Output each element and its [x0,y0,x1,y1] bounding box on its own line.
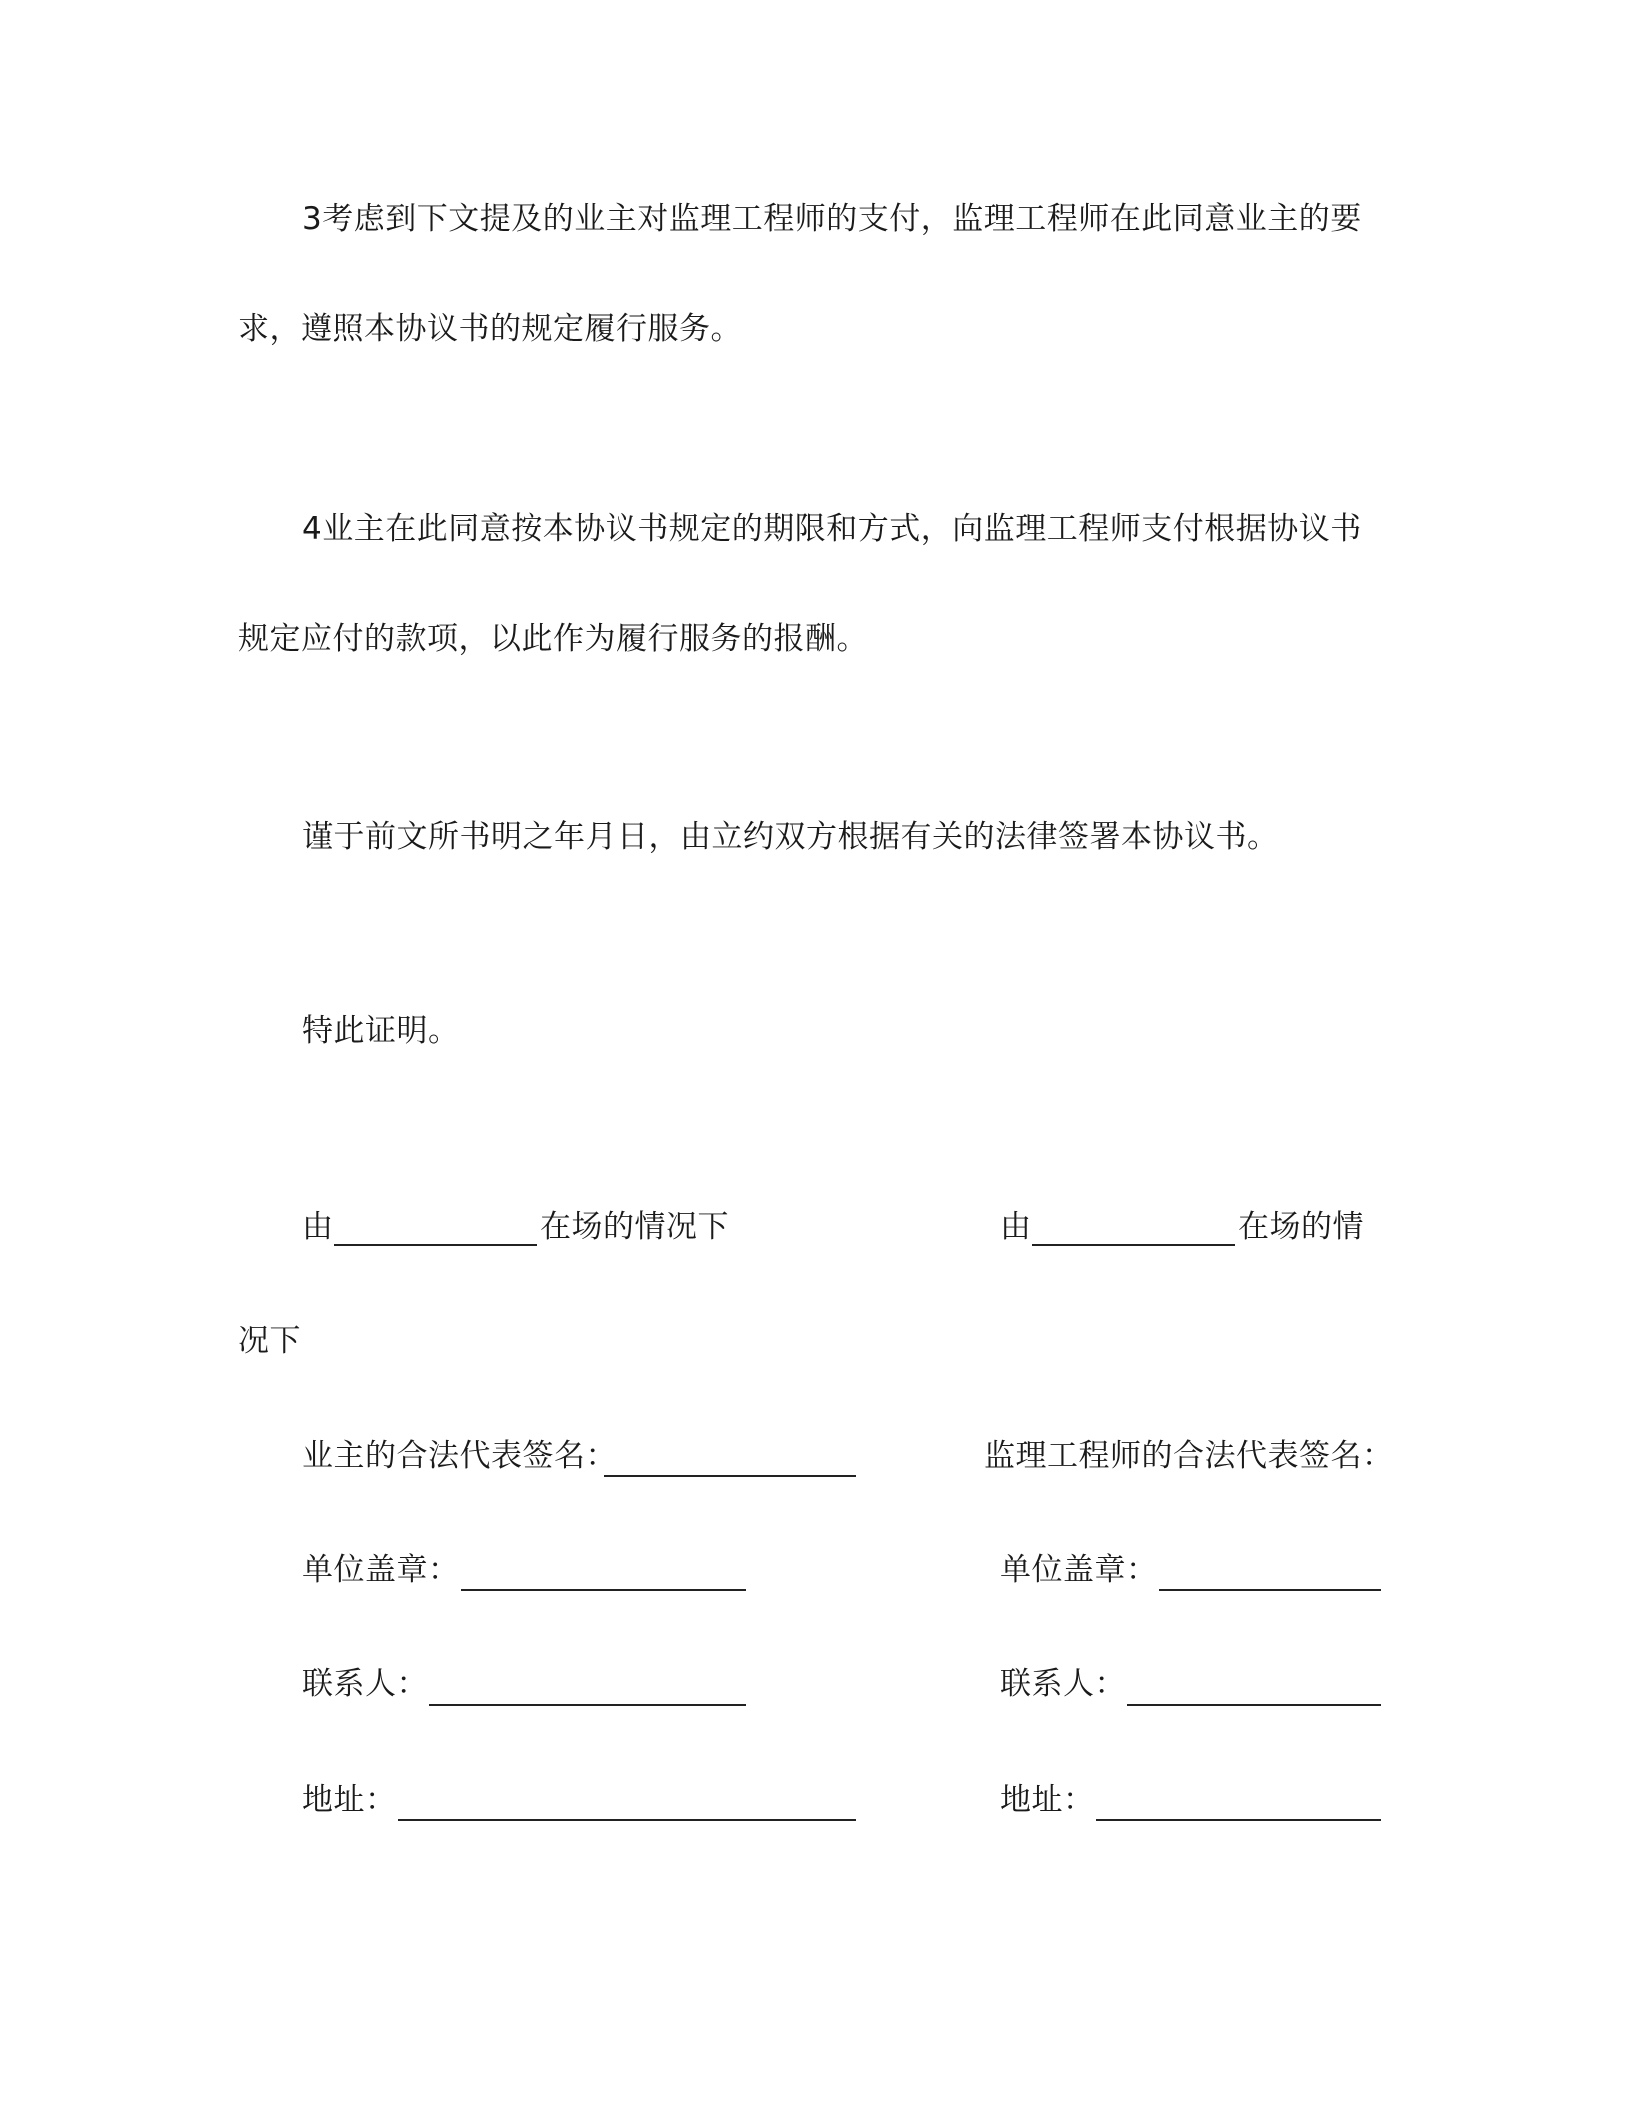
owner-seal-label: 单位盖章： [302,1552,460,1588]
owner-contact-label: 联系人： [302,1666,428,1702]
paragraph-4-line-2: 规定应付的款项，以此作为履行服务的报酬。 [238,621,868,657]
owner-rep-signature-blank[interactable] [604,1475,856,1477]
presence-left-prefix: 由 [302,1209,334,1245]
engineer-seal-blank[interactable] [1159,1589,1381,1591]
presence-right-prefix: 由 [1000,1209,1032,1245]
paragraph-3-line-1: 3考虑到下文提及的业主对监理工程师的支付，监理工程师在此同意业主的要 [302,201,1362,237]
owner-seal-blank[interactable] [461,1589,746,1591]
engineer-rep-label: 监理工程师的合法代表签名： [984,1438,1394,1474]
presence-right-wrap: 况下 [238,1323,301,1359]
presence-left-suffix: 在场的情况下 [540,1209,729,1245]
witness-statement: 谨于前文所书明之年月日，由立约双方根据有关的法律签署本协议书。 [302,819,1279,855]
engineer-seal-label: 单位盖章： [1000,1552,1158,1588]
certification-text: 特此证明。 [302,1013,460,1049]
owner-contact-blank[interactable] [429,1704,746,1706]
presence-left-blank[interactable] [334,1244,537,1246]
presence-right-blank[interactable] [1032,1244,1235,1246]
engineer-contact-blank[interactable] [1127,1704,1381,1706]
owner-address-label: 地址： [302,1782,397,1818]
paragraph-3-line-2: 求，遵照本协议书的规定履行服务。 [238,311,742,347]
engineer-address-label: 地址： [1000,1782,1095,1818]
paragraph-4-line-1: 4业主在此同意按本协议书规定的期限和方式，向监理工程师支付根据协议书 [302,511,1362,547]
owner-rep-label: 业主的合法代表签名： [302,1438,617,1474]
owner-address-blank[interactable] [398,1819,856,1821]
presence-right-suffix: 在场的情 [1238,1209,1364,1245]
engineer-address-blank[interactable] [1096,1819,1381,1821]
engineer-contact-label: 联系人： [1000,1666,1126,1702]
